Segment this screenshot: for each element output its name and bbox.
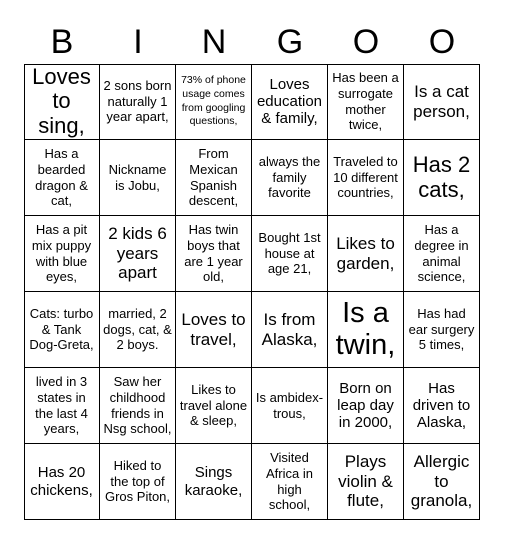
bingo-square[interactable]: [176, 444, 252, 520]
bingo-square-text: always the family favorite: [258, 154, 321, 201]
bingo-square[interactable]: [252, 216, 328, 292]
bingo-square-text: Has a bearded dragon & cat,: [35, 146, 88, 209]
bingo-square[interactable]: [100, 64, 176, 140]
bingo-square[interactable]: [252, 140, 328, 216]
bingo-square[interactable]: [24, 64, 100, 140]
bingo-square-text: Born on leap day in 2000,: [337, 379, 394, 432]
bingo-square[interactable]: [176, 368, 252, 444]
bingo-square-text: Has a pit mix puppy with blue eyes,: [31, 222, 92, 285]
bingo-square[interactable]: [24, 292, 100, 368]
bingo-square[interactable]: [176, 292, 252, 368]
bingo-square-text: Cats: turbo & Tank Dog-Greta,: [29, 306, 94, 353]
bingo-square-text: Loves education & family,: [256, 75, 323, 128]
bingo-square-text: Is a cat person,: [413, 81, 470, 121]
bingo-square-text: Is a twin,: [335, 296, 396, 361]
bingo-square-text: Visited Africa in high school,: [266, 450, 313, 513]
bingo-square[interactable]: [176, 64, 252, 140]
bingo-square-text: Loves to travel,: [181, 309, 246, 349]
bingo-square[interactable]: [24, 368, 100, 444]
header-letter: O: [428, 23, 456, 61]
bingo-square-text: Allergic to granola,: [410, 452, 473, 511]
bingo-square-text: Has had ear surgery 5 times,: [408, 306, 475, 353]
bingo-square-text: Has 2 cats,: [412, 151, 471, 202]
bingo-square[interactable]: [404, 444, 480, 520]
bingo-square[interactable]: [328, 444, 404, 520]
bingo-square-text: Has twin boys that are 1 year old,: [184, 222, 243, 285]
bingo-square[interactable]: [328, 368, 404, 444]
bingo-square-text: Traveled to 10 different countries,: [333, 154, 398, 201]
bingo-card: [24, 64, 480, 520]
bingo-square-text: 73% of phone usage comes from googling questions,: [181, 74, 246, 128]
bingo-square[interactable]: [328, 140, 404, 216]
bingo-square-text: Has a degree in animal science,: [414, 222, 469, 285]
bingo-square[interactable]: [24, 140, 100, 216]
bingo-square[interactable]: [328, 292, 404, 368]
bingo-square-text: Is from Alaska,: [261, 309, 318, 349]
bingo-square[interactable]: [404, 292, 480, 368]
bingo-square-text: Is ambidex-trous,: [255, 389, 324, 421]
bingo-square-text: Has 20 chickens,: [30, 464, 93, 499]
bingo-square[interactable]: [404, 64, 480, 140]
bingo-square[interactable]: [24, 216, 100, 292]
bingo-square-text: Likes to travel alone & sleep,: [179, 382, 248, 429]
bingo-square-text: 2 sons born naturally 1 year apart,: [103, 78, 172, 125]
bingo-square[interactable]: [100, 292, 176, 368]
bingo-square-text: From Mexican Spanish descent,: [188, 146, 239, 209]
header-letter: I: [133, 23, 143, 61]
bingo-square-text: lived in 3 states in the last 4 years,: [35, 374, 88, 437]
bingo-square-text: Sings karaoke,: [184, 464, 243, 499]
header-letter: G: [276, 23, 304, 61]
bingo-square[interactable]: [328, 216, 404, 292]
header-letter: B: [50, 23, 74, 61]
bingo-square[interactable]: [404, 368, 480, 444]
bingo-square[interactable]: [404, 140, 480, 216]
bingo-square-text: Bought 1st house at age 21,: [258, 230, 321, 277]
bingo-square[interactable]: [100, 216, 176, 292]
bingo-square-text: Nickname is Jobu,: [108, 161, 167, 193]
bingo-square[interactable]: [252, 292, 328, 368]
header-letter: O: [352, 23, 380, 61]
bingo-square[interactable]: [100, 140, 176, 216]
bingo-square-text: Plays violin & flute,: [338, 452, 393, 511]
bingo-square[interactable]: [328, 64, 404, 140]
bingo-square-text: Hiked to the top of Gros Piton,: [104, 458, 171, 505]
bingo-header: [24, 20, 480, 64]
bingo-square-text: married, 2 dogs, cat, & 2 boys.: [103, 306, 172, 353]
bingo-square-text: Loves to sing,: [32, 64, 91, 138]
bingo-square-text: Has been a surrogate mother twice,: [332, 70, 399, 133]
bingo-square-text: Likes to garden,: [336, 233, 395, 273]
bingo-square-text: Has driven to Alaska,: [412, 379, 471, 432]
header-letter: N: [201, 23, 227, 61]
bingo-square[interactable]: [100, 368, 176, 444]
bingo-square[interactable]: [100, 444, 176, 520]
bingo-square-text: 2 kids 6 years apart: [108, 224, 167, 283]
bingo-square[interactable]: [176, 216, 252, 292]
bingo-square[interactable]: [252, 368, 328, 444]
bingo-square[interactable]: [252, 64, 328, 140]
bingo-square[interactable]: [404, 216, 480, 292]
bingo-square[interactable]: [176, 140, 252, 216]
bingo-square[interactable]: [24, 444, 100, 520]
bingo-square[interactable]: [252, 444, 328, 520]
bingo-square-text: Saw her childhood friends in Nsg school,: [103, 374, 172, 437]
